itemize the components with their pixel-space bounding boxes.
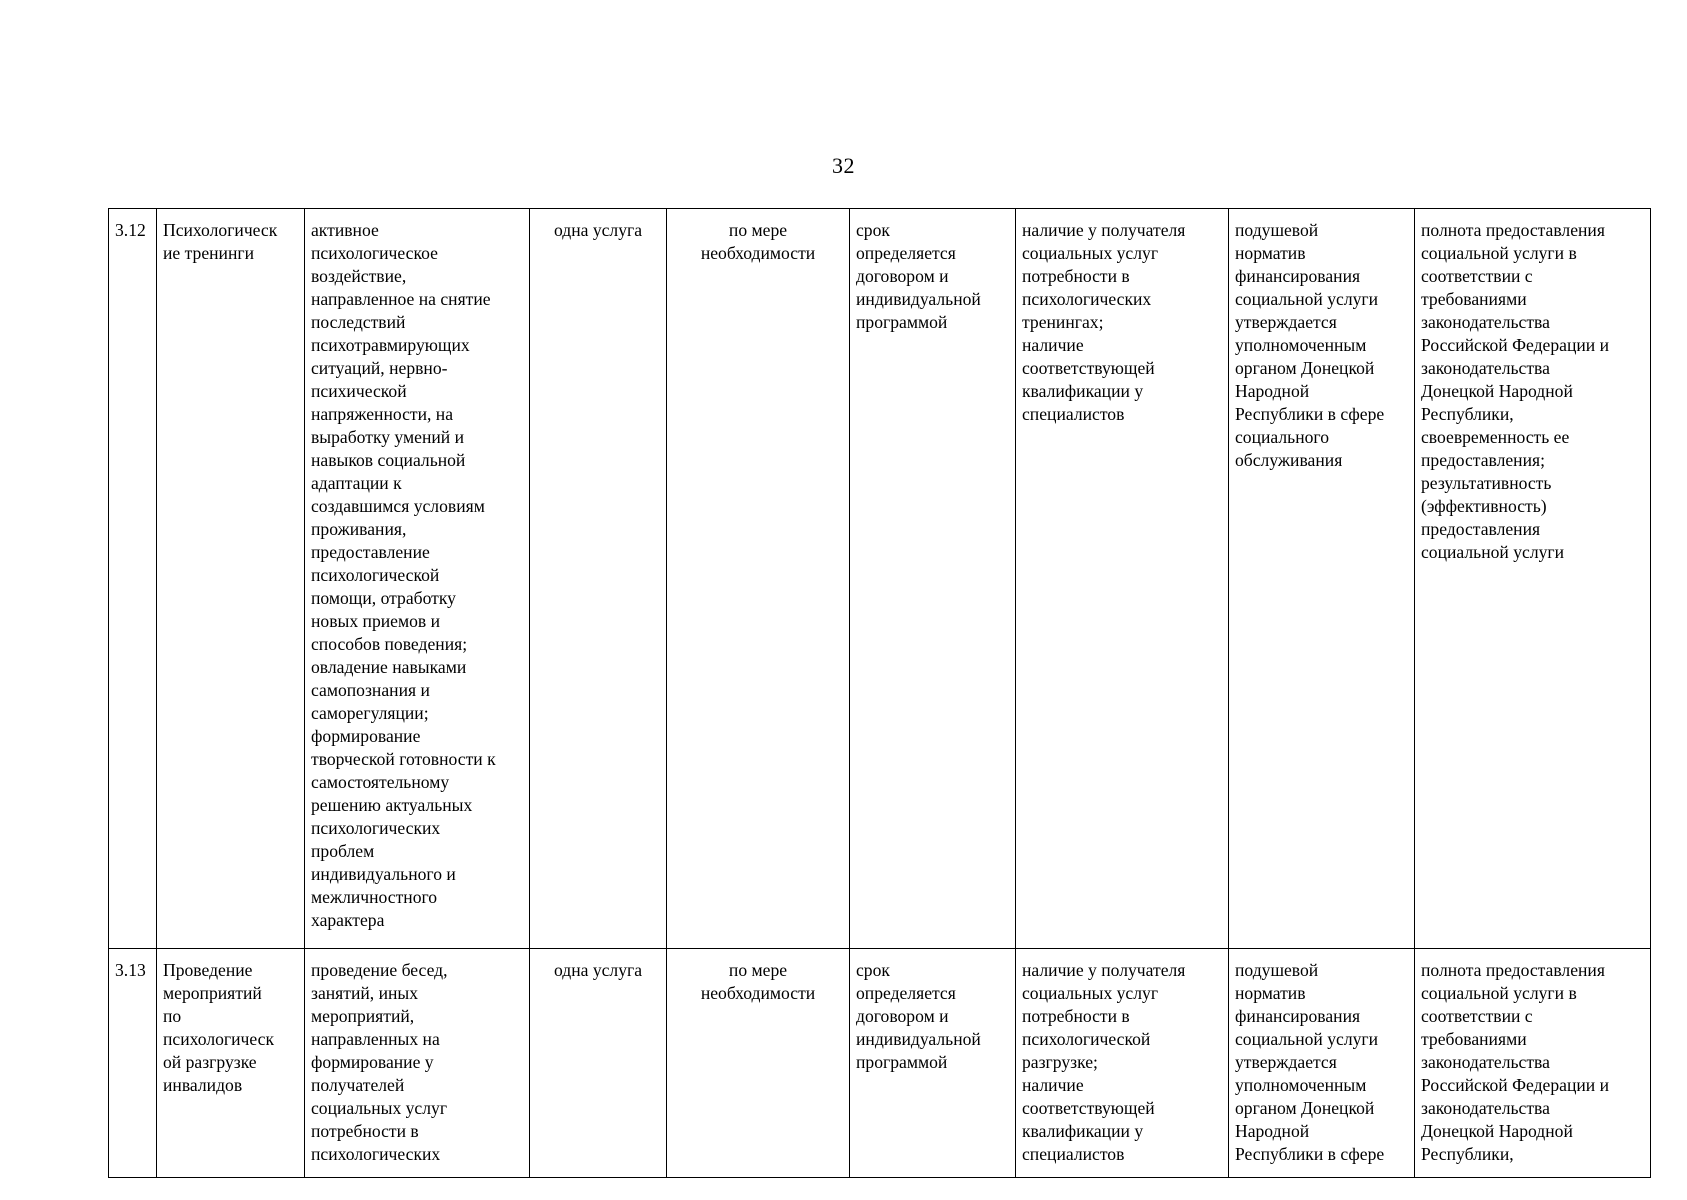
service-term-cell: срок определяется договором и индивидуальной программой [850,209,1016,949]
row-number-cell: 3.12 [109,209,157,949]
service-volume-cell: одна услуга [530,209,667,949]
service-norm-cell: подушевой норматив финансирования социальной услуги утверждается уполномоченным органом Донецкой Народной Республики в сфере [1229,949,1415,1178]
service-volume-cell: одна услуга [530,949,667,1178]
service-term-cell: срок определяется договором и индивидуальной программой [850,949,1016,1178]
service-description-cell: активное психологическое воздействие, направленное на снятие последствий психотравмирующих ситуаций, нервно- психической напряженности, на выработку умений и навыков социальной адаптации к создавшимся условиям проживания, предоставление психологической помощи, отработку новых приемов и способов поведения; овладение навыками самопознания и саморегуляции; формирование творческой готовности к самостоятельному решению актуальных психологических проблем индивидуального и межличностного характера [305,209,530,949]
service-frequency-cell: по мере необходимости [667,209,850,949]
service-name-cell: Психологическ ие тренинги [157,209,305,949]
service-conditions-cell: наличие у получателя социальных услуг потребности в психологической разгрузке; наличие соответствующей квалификации у специалистов [1016,949,1229,1178]
page-number: 32 [832,153,855,178]
service-description-cell: проведение бесед, занятий, иных мероприятий, направленных на формирование у получателей социальных услуг потребности в психологических [305,949,530,1178]
service-quality-cell: полнота предоставления социальной услуги в соответствии с требованиями законодательства Российской Федерации и законодательства Донецкой Народной Республики, [1415,949,1651,1178]
service-name-cell: Проведение мероприятий по психологическ ой разгрузке инвалидов [157,949,305,1178]
row-number-cell: 3.13 [109,949,157,1178]
services-table [108,208,1651,1178]
table-row [109,949,1651,1178]
service-quality-cell: полнота предоставления социальной услуги в соответствии с требованиями законодательства Российской Федерации и законодательства Донецкой Народной Республики, своевременность ее предоставления; результативность (эффективность) предоставления социальной услуги [1415,209,1651,949]
service-frequency-cell: по мере необходимости [667,949,850,1178]
table-row [109,209,1651,949]
service-conditions-cell: наличие у получателя социальных услуг потребности в психологических тренингах; наличие соответствующей квалификации у специалистов [1016,209,1229,949]
service-norm-cell: подушевой норматив финансирования социальной услуги утверждается уполномоченным органом Донецкой Народной Республики в сфере социального обслуживания [1229,209,1415,949]
